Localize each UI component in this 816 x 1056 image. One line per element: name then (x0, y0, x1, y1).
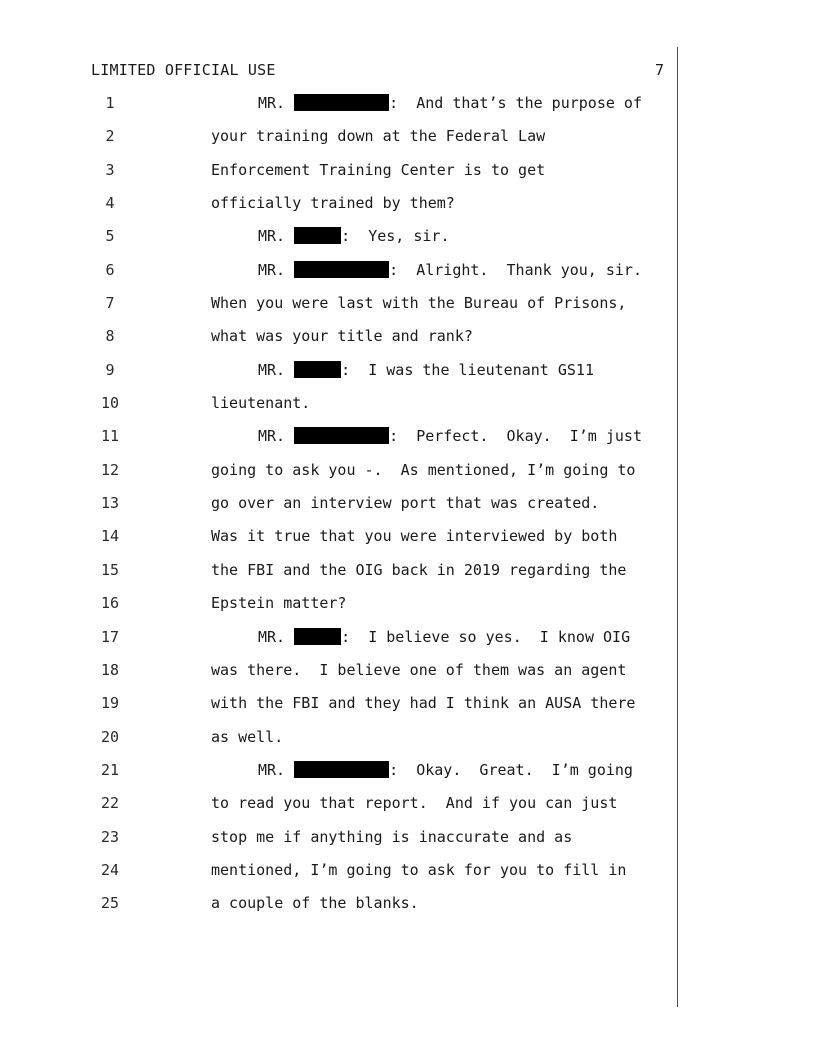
redaction-bar (294, 761, 389, 778)
line-text: as well. (211, 727, 284, 746)
transcript-line (0, 292, 816, 325)
speaker-prefix: MR. (258, 360, 295, 379)
line-number: 8 (105, 327, 115, 346)
line-number: 10 (100, 394, 120, 413)
line-number: 6 (105, 260, 115, 279)
transcript-line (0, 692, 816, 725)
line-number: 4 (105, 194, 115, 213)
speaker-text: : I believe so yes. I know OIG (341, 627, 631, 646)
line-number: 19 (100, 694, 120, 713)
line-text: with the FBI and they had I think an AUSA there (211, 694, 636, 713)
transcript-line (0, 259, 816, 292)
speaker-line (258, 626, 630, 648)
transcript-line (0, 392, 816, 425)
transcript-line (0, 826, 816, 859)
speaker-line (258, 359, 594, 381)
line-text: mentioned, I’m going to ask for you to fill in (211, 860, 627, 879)
transcript-line (0, 892, 816, 925)
line-text: officially trained by them? (211, 194, 455, 213)
speaker-text: : Perfect. Okay. I’m just (389, 427, 642, 446)
transcript-line (0, 859, 816, 892)
redaction-bar (294, 227, 341, 244)
line-number: 12 (100, 460, 120, 479)
line-text: the FBI and the OIG back in 2019 regarding the (211, 560, 627, 579)
redaction-bar (294, 261, 389, 278)
speaker-text: : And that’s the purpose of (389, 94, 642, 112)
line-number: 14 (100, 527, 120, 546)
transcript-line (0, 459, 816, 492)
speaker-text: : I was the lieutenant GS11 (341, 360, 594, 379)
line-number: 24 (100, 860, 120, 879)
transcript-line (0, 92, 816, 125)
transcript-line (0, 125, 816, 158)
line-number: 3 (105, 160, 115, 179)
transcript-line (0, 325, 816, 358)
redaction-bar (294, 361, 341, 378)
line-text: to read you that report. And if you can just (211, 794, 618, 813)
line-text: what was your title and rank? (211, 327, 473, 346)
speaker-prefix: MR. (258, 627, 295, 646)
line-number: 18 (100, 660, 120, 679)
speaker-prefix: MR. (258, 260, 295, 279)
redaction-bar (294, 628, 341, 645)
line-text: stop me if anything is inaccurate and as (211, 827, 573, 846)
line-number: 20 (100, 727, 120, 746)
transcript-line (0, 225, 816, 258)
line-number: 15 (100, 560, 120, 579)
line-text: go over an interview port that was created. (211, 494, 600, 513)
line-number: 1 (105, 94, 115, 112)
speaker-prefix: MR. (258, 227, 295, 246)
line-number: 17 (100, 627, 120, 646)
line-text: a couple of the blanks. (211, 894, 419, 913)
line-text: going to ask you -. As mentioned, I’m going to (211, 460, 636, 479)
line-number: 13 (100, 494, 120, 513)
speaker-line (258, 759, 633, 781)
redaction-bar (294, 427, 389, 444)
transcript-line (0, 359, 816, 392)
transcript-line (0, 525, 816, 558)
page-number: 7 (655, 61, 665, 79)
transcript-line (0, 192, 816, 225)
speaker-line (258, 259, 642, 281)
line-number: 23 (100, 827, 120, 846)
line-number: 9 (105, 360, 115, 379)
line-number: 25 (100, 894, 120, 913)
line-number: 11 (100, 427, 120, 446)
line-number: 5 (105, 227, 115, 246)
redaction-bar (294, 94, 389, 111)
transcript-lines (0, 92, 816, 926)
transcript-line (0, 759, 816, 792)
line-number: 22 (100, 794, 120, 813)
transcript-line (0, 659, 816, 692)
line-text: Was it true that you were interviewed by both (211, 527, 618, 546)
line-text: When you were last with the Bureau of Prisons, (211, 294, 627, 313)
speaker-prefix: MR. (258, 427, 295, 446)
transcript-line (0, 592, 816, 625)
transcript-line (0, 425, 816, 458)
line-text: Enforcement Training Center is to get (211, 160, 546, 179)
speaker-text: : Yes, sir. (341, 227, 450, 246)
transcript-line (0, 792, 816, 825)
line-number: 7 (105, 294, 115, 313)
line-number: 16 (100, 594, 120, 613)
speaker-line (258, 225, 450, 247)
line-text: your training down at the Federal Law (211, 127, 546, 146)
speaker-text: : Alright. Thank you, sir. (389, 260, 642, 279)
transcript-line (0, 492, 816, 525)
speaker-line (258, 425, 642, 447)
line-number: 2 (105, 127, 115, 146)
transcript-line (0, 726, 816, 759)
line-text: Epstein matter? (211, 594, 347, 613)
speaker-text: : Okay. Great. I’m going (389, 760, 633, 779)
speaker-prefix: MR. (258, 94, 295, 112)
classification-header: LIMITED OFFICIAL USE (91, 61, 276, 79)
transcript-line (0, 559, 816, 592)
line-number: 21 (100, 760, 120, 779)
transcript-line (0, 159, 816, 192)
speaker-line (258, 92, 642, 114)
transcript-line (0, 626, 816, 659)
speaker-prefix: MR. (258, 760, 295, 779)
line-text: lieutenant. (211, 394, 311, 413)
line-text: was there. I believe one of them was an agent (211, 660, 627, 679)
